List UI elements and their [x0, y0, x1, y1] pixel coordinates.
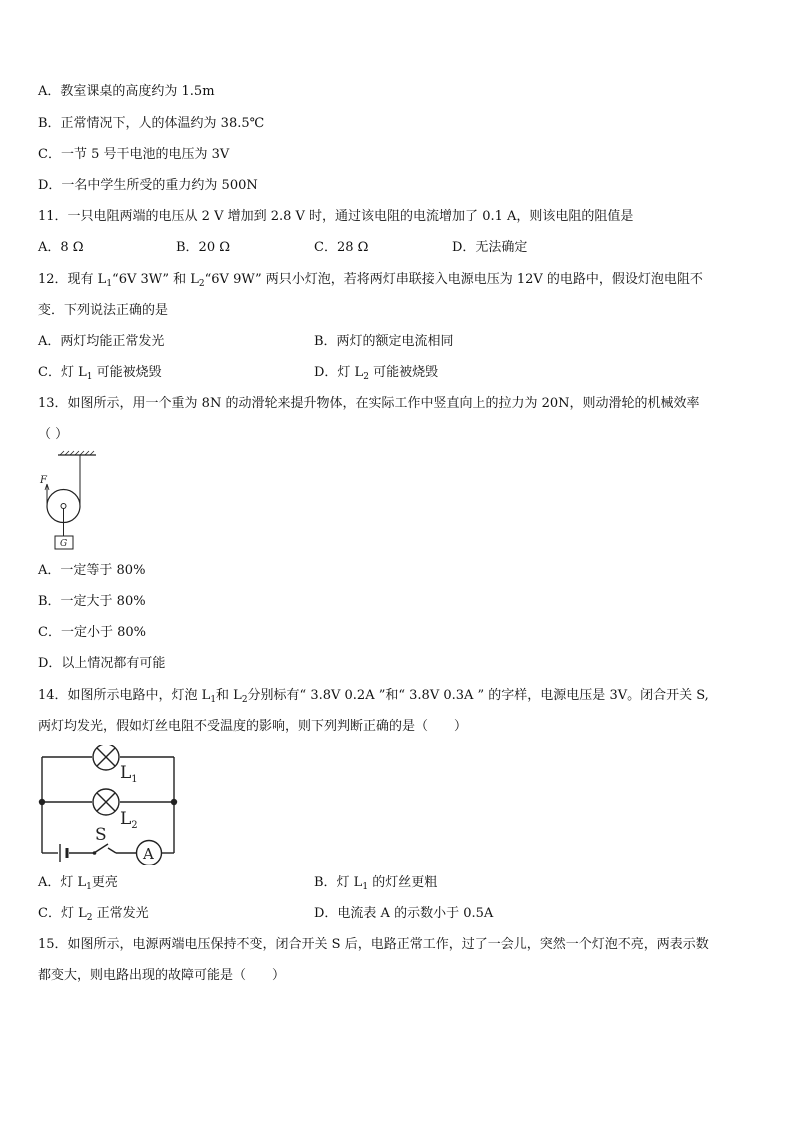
q10-option-c: C．一节 5 号干电池的电压为 3V [38, 147, 230, 162]
q14-stem-part2: 和 L [216, 688, 242, 703]
q12-stem-line2: 变．下列说法正确的是 [38, 303, 169, 318]
q13-stem: 13．如图所示，用一个重为 8N 的动滑轮来提升物体，在实际工作中竖直向上的拉力为 20N，则动滑轮的机械效率 [38, 396, 700, 411]
q10-option-b: B．正常情况下，人的体温约为 38.5℃ [38, 116, 265, 131]
q14-stem-part3: 分别标有“ 3.8V 0.2A ”和“ 3.8V 0.3A ” 的字样，电源电压是 3V。闭合开关 S, [247, 688, 709, 703]
q14-circuit-figure [36, 745, 180, 865]
q12-option-d-text: D．灯 L [314, 365, 364, 380]
q12-option-c [38, 365, 162, 381]
q14-l1-label: $L_1$ [120, 763, 138, 785]
q13-weight-label: G [60, 539, 68, 549]
q13-force-label: F [40, 475, 47, 486]
q12-option-c-sub: 1 [86, 372, 93, 382]
q14-stem-part1: 14．如图所示电路中，灯泡 L [38, 688, 211, 703]
q13-option-d: D．以上情况都有可能 [38, 656, 166, 671]
q12-option-d-tail: 可能被烧毁 [368, 365, 439, 380]
q11-option-c: C．28 Ω [314, 240, 369, 255]
q14-switch-label: S [95, 825, 107, 845]
q12-stem-line1 [38, 272, 703, 288]
q12-stem-part3: “6V 9W” 两只小灯泡，若将两灯串联接入电源电压为 12V 的电路中，假设灯泡电阻不 [204, 272, 703, 287]
q12-option-d-sub: 2 [363, 372, 369, 382]
q14-option-a-tail: 更亮 [91, 875, 118, 890]
q12-option-b: B．两灯的额定电流相同 [314, 334, 454, 349]
q11-stem: 11．一只电阻两端的电压从 2 V 增加到 2.8 V 时，通过该电阻的电流增加了 0.1 A，则该电阻的阻值是 [38, 209, 634, 224]
q13-pulley-figure [38, 450, 100, 552]
q14-stem-line1 [38, 688, 709, 704]
q10-option-a: A．教室课桌的高度约为 1.5m [38, 84, 215, 99]
q13-option-b: B．一定大于 80% [38, 594, 146, 609]
q12-option-c-tail: 可能被烧毁 [92, 365, 162, 380]
q14-option-a-sub: 1 [86, 882, 92, 892]
q12-stem-part2: “6V 3W” 和 L [112, 272, 199, 287]
q12-sub2: 2 [198, 279, 205, 289]
q14-option-b-sub: 1 [362, 882, 369, 892]
q14-option-c-tail: 正常发光 [92, 906, 149, 921]
q14-option-b-tail: 的灯丝更粗 [368, 875, 438, 890]
q12-option-a: A．两灯均能正常发光 [38, 334, 165, 349]
q12-sub1: 1 [106, 279, 113, 289]
q15-stem-line1: 15．如图所示，电源两端电压保持不变，闭合开关 S 后，电路正常工作，过了一会儿，突然一个灯泡不亮，两表示数 [38, 937, 709, 952]
q12-option-c-text: C．灯 L [38, 365, 87, 380]
q14-option-a-text: A．灯 L [38, 875, 87, 890]
q10-option-d: D．一名中学生所受的重力约为 500N [38, 178, 258, 193]
q14-option-c-sub: 2 [86, 913, 93, 923]
q11-option-b: B．20 Ω [176, 240, 231, 255]
q13-option-a: A．一定等于 80% [38, 563, 146, 578]
q13-option-c: C．一定小于 80% [38, 625, 146, 640]
q14-option-c [38, 906, 149, 922]
q11-option-a: A．8 Ω [38, 240, 84, 255]
q14-ammeter-label: A [143, 845, 154, 863]
q14-stem-line2: 两灯均发光，假如灯丝电阻不受温度的影响，则下列判断正确的是（ ） [38, 719, 468, 734]
q13-answer-paren: （ ） [38, 427, 69, 442]
q14-option-d: D．电流表 A 的示数小于 0.5A [314, 906, 494, 921]
q14-l2-label: $L_2$ [120, 809, 138, 831]
q14-option-a [38, 875, 118, 891]
q14-option-b-text: B．灯 L [314, 875, 363, 890]
q11-option-d: D．无法确定 [452, 240, 528, 255]
q12-option-d [314, 365, 438, 381]
q14-option-c-text: C．灯 L [38, 906, 87, 921]
q12-stem-part1: 12．现有 L [38, 272, 107, 287]
q14-sub2: 2 [241, 695, 248, 705]
q15-stem-line2: 都变大，则电路出现的故障可能是（ ） [38, 968, 286, 983]
q14-option-b [314, 875, 437, 891]
q14-sub1: 1 [210, 695, 217, 705]
